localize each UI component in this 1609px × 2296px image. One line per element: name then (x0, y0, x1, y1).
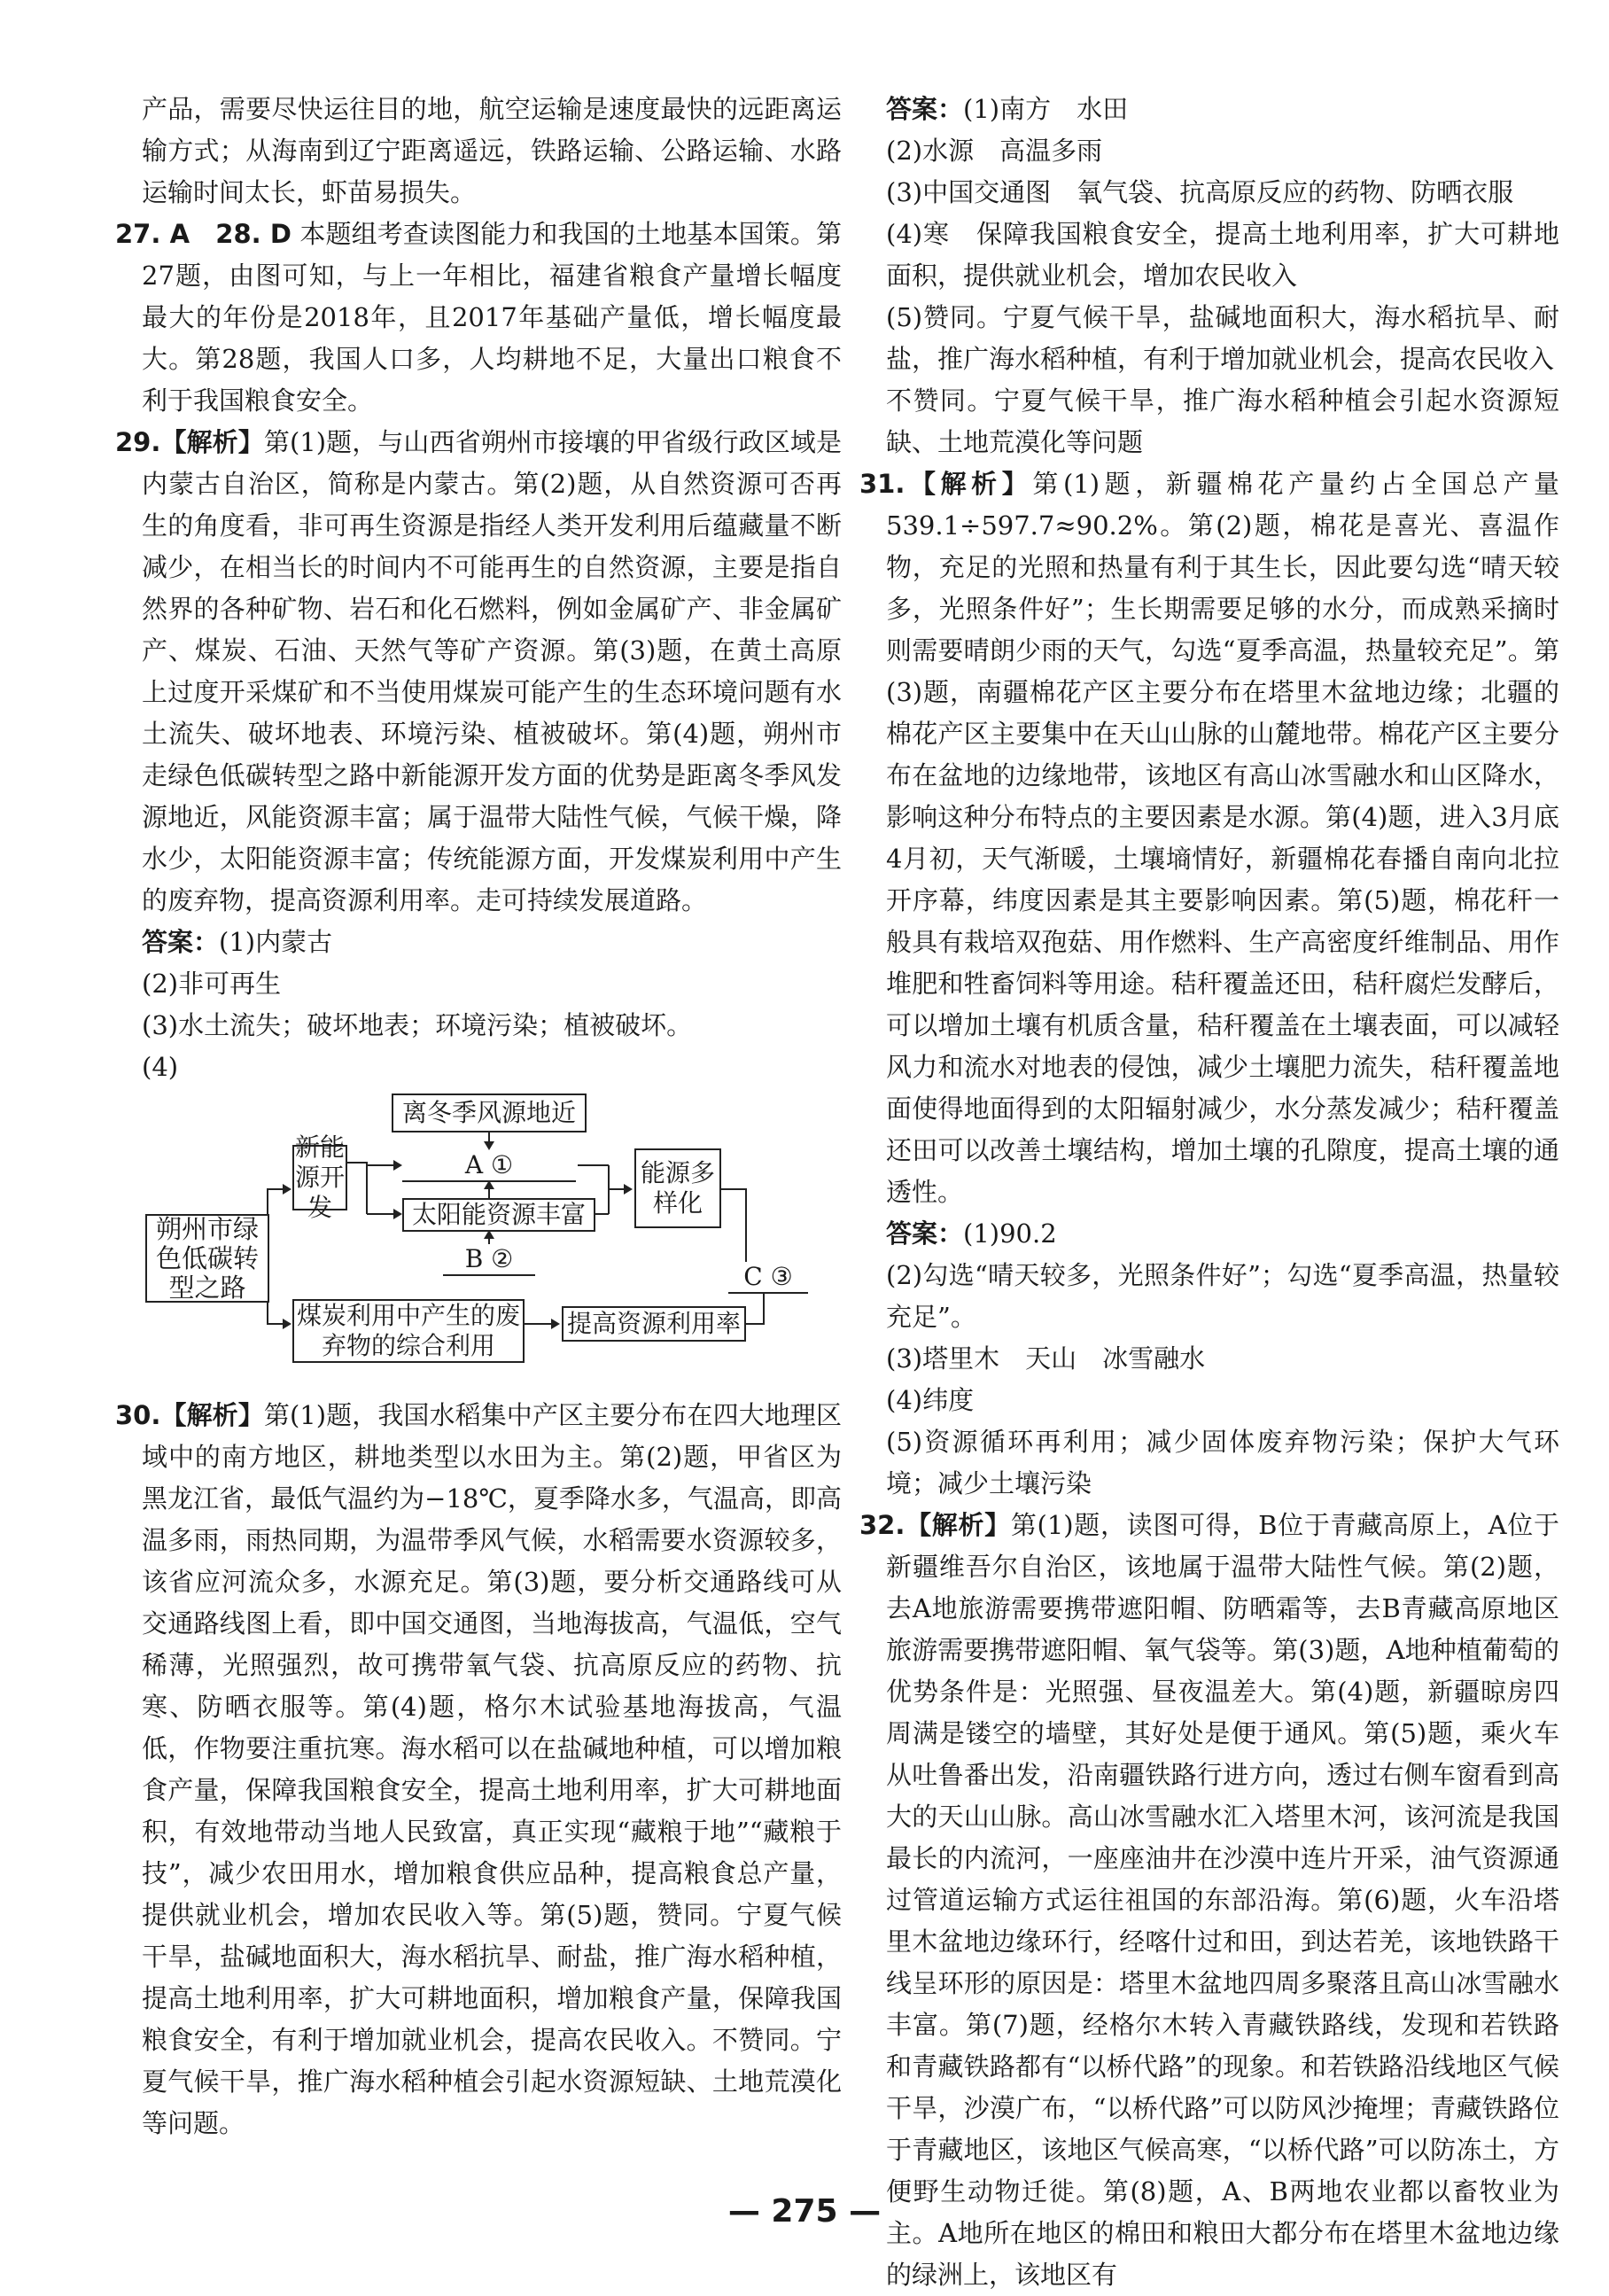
q29-answer-label: 答案： (142, 927, 220, 957)
q30-analysis-label: 【解析】 (160, 1400, 264, 1430)
q30-answer-label: 答案： (886, 94, 964, 124)
q29-analysis-text: 第(1)题，与山西省朔州市接壤的甲省级行政区域是内蒙古自治区，简称是内蒙古。第(2)题，从自然资源可否再生的角度看，非可再生资源是指经人类开发利用后蕴藏量不断减少，在相当长的时间内不可能再生的自然资源，主要是指自然界的各种矿物、岩石和化石燃料，例如金属矿产、非金属矿产、煤炭、石油、天然气等矿产资源。第(3)题，在黄土高原上过度开采煤矿和不当使用煤炭可能产生的生态环境问题有水土流失、破坏地表、环境污染、植被破坏。第(4)题，朔州市走绿色低碳转型之路中新能源开发方面的优势是距离冬季风发源地近，风能资源丰富；属于温带大陆性气候，气候干燥，降水少，太阳能资源丰富；传统能源方面，开发煤炭利用中产生的废弃物，提高资源利用率。走可持续发展道路。 (142, 427, 842, 915)
q29-answer-2: (2)非可再生 (142, 969, 282, 999)
q31-answer-2: (2)勾选“晴天较多，光照条件好”；勾选“夏季高温，热量较充足”。 (886, 1260, 1559, 1332)
q29-analysis-label: 【解析】 (160, 427, 264, 457)
q31-number: 31. (859, 469, 906, 499)
q26-continuation: 产品，需要尽快运往目的地，航空运输是速度最快的远距离运输方式；从海南到辽宁距离遥远，铁路运输、公路运输、水路运输时间太长，虾苗易损失。 (142, 94, 842, 207)
q30-number: 30. (115, 1400, 161, 1430)
page-number: — 275 — (727, 2193, 882, 2230)
q29-answer-1 (142, 922, 842, 963)
q31-block (859, 463, 1559, 1213)
q29-number: 29. (115, 427, 161, 457)
box-c-blank: C ③ (728, 1262, 808, 1294)
q30-answer-1-text: (1)南方 水田 (963, 94, 1129, 124)
q30-analysis-text: 第(1)题，我国水稻集中产区主要分布在四大地理区域中的南方地区，耕地类型以水田为主。第(2)题，甲省区为黑龙江省，最低气温约为−18℃，夏季降水多，气温高，即高温多雨，雨热同期，为温带季风气候，水稻需要水资源较多，该省应河流众多，水源充足。第(3)题，要分析交通路线可从交通路线图上看，即中国交通图，当地海拔高，气温低，空气稀薄，光照强烈，故可携带氧气袋、抗高原反应的药物、抗寒、防晒衣服等。第(4)题，格尔木试验基地海拔高，气温低，作物要注重抗寒。海水稻可以在盐碱地种植，可以增加粮食产量，保障我国粮食安全，提高土地利用率，扩大可耕地面积，有效地带动当地人民致富，真正实现“藏粮于地”“藏粮于技”，减少农田用水，增加粮食供应品种，提高粮食总产量，提供就业机会，增加农民收入等。第(5)题，赞同。宁夏气候干旱，盐碱地面积大，海水稻抗旱、耐盐，推广海水稻种植，提高土地利用率，扩大可耕地面积，增加粮食产量，保障我国粮食安全，有利于增加就业机会，提高农民收入。不赞同。宁夏气候干旱，推广海水稻种植会引起水资源短缺、土地荒漠化等问题。 (142, 1400, 842, 2138)
shuozhou-flow-diagram (135, 1094, 826, 1386)
q31-analysis-text: 第(1)题，新疆棉花产量约占全国总产量539.1÷597.7≈90.2%。第(2)题，棉花是喜光、喜温作物，充足的光照和热量有利于其生长，因此要勾选“晴天较多，光照条件好”；生长期需要足够的水分，而成熟采摘时则需要晴朗少雨的天气，勾选“夏季高温，热量较充足”。第(3)题，南疆棉花产区主要分布在塔里木盆地边缘；北疆的棉花产区主要集中在天山山脉的山麓地带。棉花产区主要分布在盆地的边缘地带，该地区有高山冰雪融水和山区降水，影响这种分布特点的主要因素是水源。第(4)题，进入3月底4月初，天气渐暖，土壤墒情好，新疆棉花春播自南向北拉开序幕，纬度因素是其主要影响因素。第(5)题，棉花秆一般具有栽培双孢菇、用作燃料、生产高密度纤维制品、用作堆肥和牲畜饲料等用途。秸秆覆盖还田，秸秆腐烂发酵后，可以增加土壤有机质含量，秸秆覆盖在土壤表面，可以减轻风力和流水对地表的侵蚀，减少土壤肥力流失，秸秆覆盖地面使得地面得到的太阳辐射减少，水分蒸发减少；秸秆覆盖还田可以改善土壤结构，增加土壤的孔隙度，提高土壤的通透性。 (886, 469, 1559, 1207)
box-energy-diversification: 能源多样化 (634, 1148, 721, 1228)
q27-28-number: 27. A 28. D (115, 219, 291, 249)
q32-block (859, 1505, 1559, 2296)
q30-answer-3: (3)中国交通图 氧气袋、抗高原反应的药物、防晒衣服 (886, 177, 1514, 207)
box-a-blank: A ① (402, 1150, 576, 1182)
q32-analysis-text: 第(1)题，读图可得，B位于青藏高原上，A位于新疆维吾尔自治区，该地属于温带大陆性气候。第(2)题，去A地旅游需要携带遮阳帽、防晒霜等，去B青藏高原地区旅游需要携带遮阳帽、氧气袋等。第(3)题，A地种植葡萄的优势条件是：光照强、昼夜温差大。第(4)题，新疆晾房四周满是镂空的墙壁，其好处是便于通风。第(5)题，乘火车从吐鲁番出发，沿南疆铁路行进方向，透过右侧车窗看到高大的天山山脉。高山冰雪融水汇入塔里木河，该河流是我国最长的内流河，一座座油井在沙漠中连片开采，油气资源通过管道运输方式运往祖国的东部沿海。第(6)题，火车沿塔里木盆地边缘环行，经喀什过和田，到达若羌，该地铁路干线呈环形的原因是：塔里木盆地四周多聚落且高山冰雪融水丰富。第(7)题，经格尔木转入青藏铁路线，发现和若铁路和青藏铁路都有“以桥代路”的现象。和若铁路沿线地区气候干旱，沙漠广布，“以桥代路”可以防风沙掩埋；青藏铁路位于青藏地区，该地区气候高寒，“以桥代路”可以防冻土，方便野生动物迁徙。第(8)题，A、B两地农业都以畜牧业为主。A地所在地区的棉田和粮田大都分布在塔里木盆地边缘的绿洲上，该地区有 (886, 1510, 1559, 2290)
q31-answer-3: (3)塔里木 天山 冰雪融水 (886, 1343, 1206, 1374)
q30-answer-1 (886, 89, 1559, 130)
q27-28-text: 本题组考查读图能力和我国的土地基本国策。第27题，由图可知，与上一年相比，福建省粮食产量增长幅度最大的年份是2018年，且2017年基础产量低，增长幅度最大。第28题，我国人口多，人均耕地不足，大量出口粮食不利于我国粮食安全。 (142, 219, 842, 416)
box-solar-rich: 太阳能资源丰富 (402, 1198, 595, 1232)
box-near-winter-monsoon: 离冬季风源地近 (392, 1094, 587, 1132)
q29-block (115, 422, 842, 922)
q30-answer-4: (4)寒 保障我国粮食安全，提高土地利用率，扩大可耕地面积，提供就业机会，增加农民收入 (886, 219, 1559, 291)
q27-28-block (115, 214, 842, 422)
q30-answer-2: (2)水源 高温多雨 (886, 136, 1103, 166)
q29-answer-4: (4) (142, 1052, 179, 1082)
box-coal-waste-utilization: 煤炭利用中产生的废弃物的综合利用 (292, 1299, 525, 1363)
q31-answer-5: (5)资源循环再利用；减少固体废弃物污染；保护大气环境；减少土壤污染 (886, 1427, 1559, 1498)
q31-answer-1 (886, 1213, 1559, 1255)
q29-answer-1-text: (1)内蒙古 (219, 927, 333, 957)
q30-answer-5-agree: (5)赞同。宁夏气候干旱，盐碱地面积大，海水稻抗旱、耐盐，推广海水稻种植，有利于增加就业机会，提高农民收入 (886, 302, 1559, 374)
box-shuozhou-green-transition: 朔州市绿色低碳转型之路 (145, 1214, 269, 1303)
right-column (859, 89, 1559, 2296)
box-improve-resource-rate: 提高资源利用率 (562, 1306, 746, 1342)
q29-answer-3: (3)水土流失；破坏地表；环境污染；植被破坏。 (142, 1010, 693, 1040)
q32-number: 32. (859, 1510, 906, 1540)
q30-block (115, 1395, 842, 2144)
q31-analysis-label: 【解析】 (905, 469, 1033, 499)
box-new-energy-development: 新能源开发 (292, 1145, 347, 1210)
q31-answer-4: (4)纬度 (886, 1385, 975, 1415)
q30-answer-5-disagree: 不赞同。宁夏气候干旱，推广海水稻种植会引起水资源短缺、土地荒漠化等问题 (886, 385, 1559, 457)
box-b-blank: B ② (443, 1244, 535, 1276)
q31-answer-label: 答案： (886, 1218, 964, 1249)
left-column (115, 89, 842, 2144)
q31-answer-1-text: (1)90.2 (963, 1218, 1057, 1249)
q32-analysis-label: 【解析】 (905, 1510, 1011, 1540)
